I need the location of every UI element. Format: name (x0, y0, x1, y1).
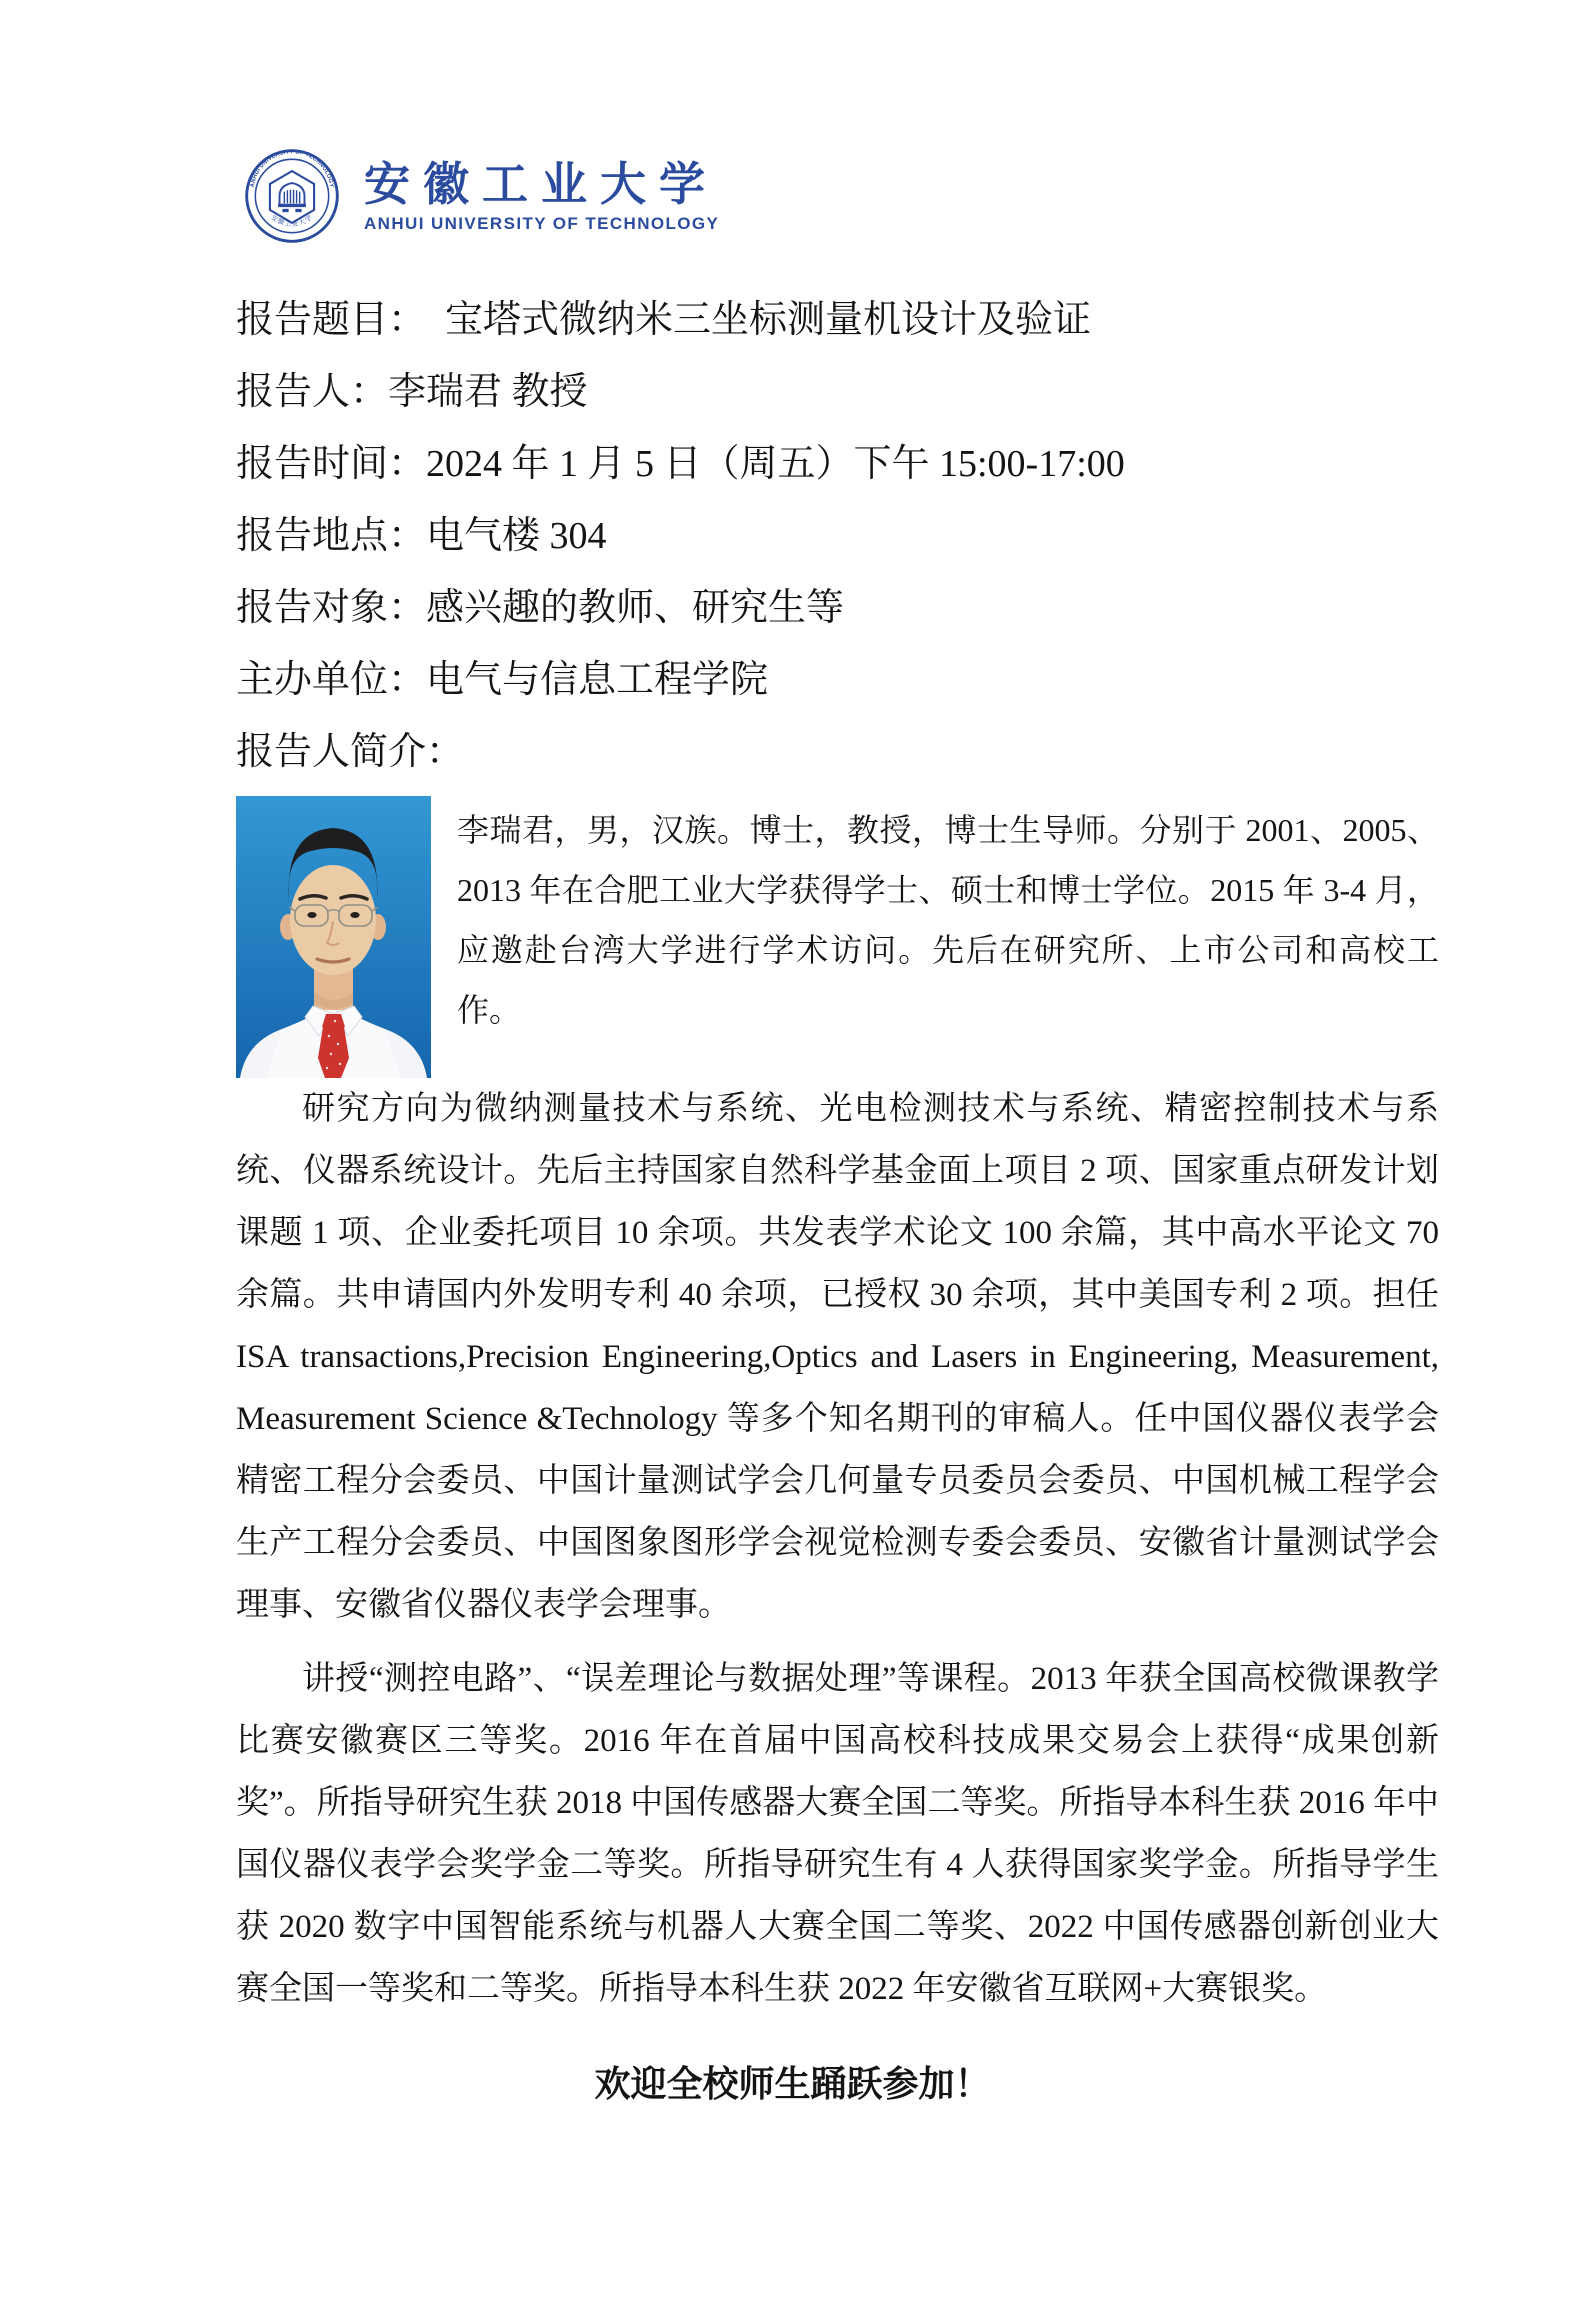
speaker-profile-heading: 报告人简介： (236, 731, 465, 773)
report-details (236, 284, 1439, 788)
university-logo (244, 148, 1439, 244)
speaker-bio-research: 研究方向为微纳测量技术与系统、光电检测技术与系统、精密控制技术与系统、仪器系统设计。先后主持国家自然科学基金面上项目 2 项、国家重点研发计划课题 1 项、企业委托项目 10 余项。共发表学术论文 100 余篇，其中高水平论文 70 余篇。共申请国内外发明专利 40 余项，已授权 30 余项，其中美国专利 2 项。担任 ISA transactions,Precision Engineering,Optics and Lasers in Engineering, Measurement, Measurement Science &Technology 等多个知名期刊的审稿人。任中国仪器仪表学会精密工程分会委员、中国计量测试学会几何量专员委员会委员、中国机械工程学会生产工程分会委员、中国图象图形学会视觉检测专委会委员、安徽省计量测试学会理事、安徽省仪器仪表学会理事。 (236, 1091, 1439, 1623)
university-wordmark (364, 159, 719, 234)
seal-ring-text-zh: 安徽工业大学 (269, 214, 315, 229)
report-audience-line: 报告对象：感兴趣的教师、研究生等 (236, 587, 845, 629)
report-time-line: 报告时间：2024 年 1 月 5 日（周五）下午 15:00-17:00 (236, 443, 1125, 485)
speaker-bio-intro: 李瑞君，男，汉族。博士，教授，博士生导师。分别于 2001、2005、2013 年在合肥工业大学获得学士、硕士和博士学位。2015 年 3-4 月，应邀赴台湾大学进行学术访问。先后在研究所、上市公司和高校工作。 (457, 812, 1439, 1028)
closing-invitation: 欢迎全校师生踊跃参加！ (594, 2064, 991, 2104)
university-name-zh: 安徽工业大学 (364, 158, 718, 210)
seal-ring-text-en: ANHUI UNIVERSITY OF TECHNOLOGY (249, 149, 335, 188)
speaker-portrait-photo (236, 796, 431, 1078)
report-location-line: 报告地点：电气楼 304 (236, 515, 607, 557)
report-speaker-line: 报告人：李瑞君 教授 (236, 371, 588, 413)
speaker-bio-teaching: 讲授“测控电路”、“误差理论与数据处理”等课程。2013 年获全国高校微课教学比赛安徽赛区三等奖。2016 年在首届中国高校科技成果交易会上获得“成果创新奖”。所指导研究生获 2018 中国传感器大赛全国二等奖。所指导本科生获 2016 年中国仪器仪表学会奖学金二等奖。所指导研究生有 4 人获得国家奖学金。所指导学生获 2020 数字中国智能系统与机器人大赛全国二等奖、2022 中国传感器创新创业大赛全国一等奖和二等奖。所指导本科生获 2022 年安徽省互联网+大赛银奖。 (236, 1661, 1439, 2007)
university-seal-icon (244, 148, 340, 244)
university-name-en: ANHUI UNIVERSITY OF TECHNOLOGY (364, 213, 720, 233)
report-host-line: 主办单位：电气与信息工程学院 (236, 659, 769, 701)
report-title-line: 报告题目： 宝塔式微纳米三坐标测量机设计及验证 (236, 299, 1092, 341)
speaker-bio-section (236, 796, 1439, 1078)
